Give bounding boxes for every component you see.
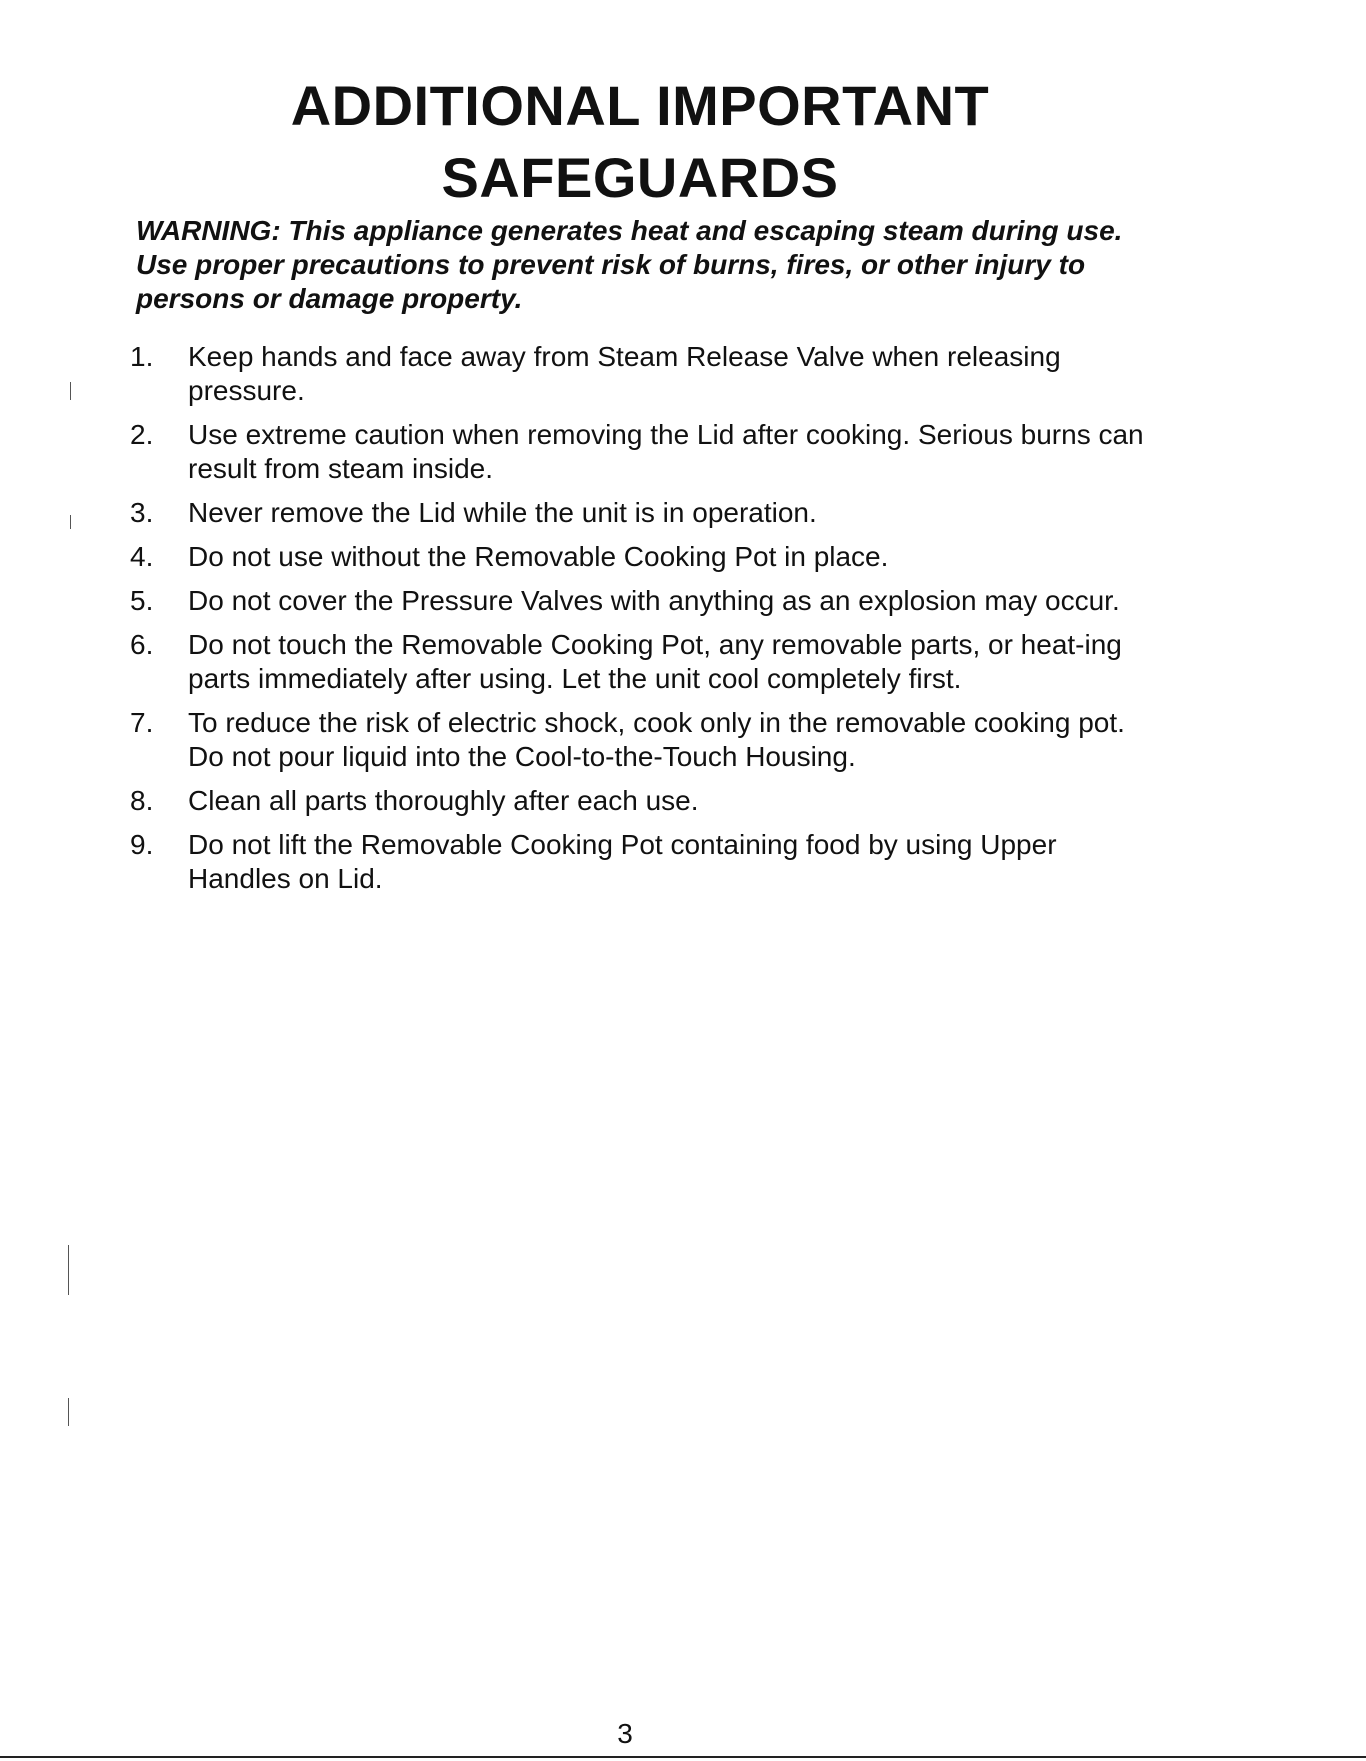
title-line-2: SAFEGUARDS [441,146,839,209]
list-item [130,784,1150,818]
item-number: 1. [130,341,154,372]
item-number: 3. [130,497,154,528]
warning-paragraph: WARNING: This appliance generates heat and escaping steam during use. Use proper precautions to prevent risk of burns, fires, or other injury to persons or damage property. [136,215,1123,314]
bottom-rule [0,1756,1366,1758]
scan-artifact-mark [70,382,71,400]
list-item [130,706,1150,774]
title-line-1: ADDITIONAL IMPORTANT [290,74,990,137]
item-text: Use extreme caution when removing the Lid after cooking. Serious burns can result from steam inside. [188,419,1144,484]
item-number: 6. [130,629,154,660]
scan-artifact-mark [70,515,71,529]
list-item [130,828,1150,896]
list-item [130,418,1150,486]
page-title [0,70,1280,214]
item-text: Do not lift the Removable Cooking Pot containing food by using Upper Handles on Lid. [188,829,1057,894]
item-text: Do not cover the Pressure Valves with anything as an explosion may occur. [188,585,1120,616]
item-text: Never remove the Lid while the unit is in operation. [188,497,817,528]
item-number: 7. [130,707,154,738]
item-number: 2. [130,419,154,450]
item-number: 9. [130,829,154,860]
item-number: 4. [130,541,154,572]
item-number: 5. [130,585,154,616]
scan-artifact-mark [68,1245,69,1295]
item-text: Do not touch the Removable Cooking Pot, any removable parts, or heat-ing parts immediately after using. Let the unit cool completely first. [188,629,1122,694]
list-item [130,496,1150,530]
list-item [130,540,1150,574]
item-text: To reduce the risk of electric shock, cook only in the removable cooking pot. Do not pour liquid into the Cool-to-the-Touch Housing. [188,707,1125,772]
item-text: Clean all parts thoroughly after each use. [188,785,699,816]
scan-artifact-mark [68,1398,69,1426]
page-number: 3 [617,1718,633,1749]
list-item [130,628,1150,696]
item-text: Do not use without the Removable Cooking Pot in place. [188,541,889,572]
item-number: 8. [130,785,154,816]
item-text: Keep hands and face away from Steam Release Valve when releasing pressure. [188,341,1061,406]
list-item [130,584,1150,618]
list-item [130,340,1150,408]
safeguards-list [130,340,1150,906]
